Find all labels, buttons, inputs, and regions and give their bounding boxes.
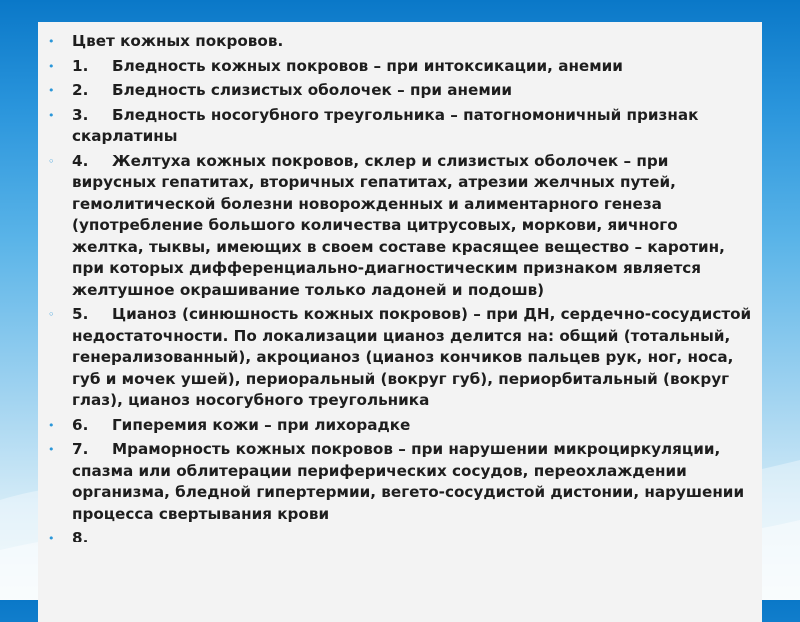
list-item — [48, 304, 752, 412]
item-number: 8. — [72, 529, 89, 542]
list-item — [48, 105, 752, 148]
item-number: 3. — [72, 105, 89, 124]
bullet-icon: • — [48, 532, 55, 542]
bullet-icon: • — [48, 418, 55, 432]
list-item — [48, 56, 752, 78]
item-number: 4. — [72, 151, 89, 170]
heading-text: Цвет кожных покровов. — [72, 32, 284, 50]
bullet-list — [48, 31, 752, 542]
bullet-icon: ◦ — [48, 308, 55, 321]
list-item — [48, 415, 752, 437]
item-text: Бледность носогубного треугольника – патогномоничный признак скарлатины — [72, 105, 699, 145]
item-number: 6. — [72, 415, 89, 434]
item-number: 5. — [72, 305, 89, 323]
bullet-icon: ◦ — [48, 154, 55, 168]
bullet-icon: • — [48, 59, 55, 73]
list-item — [48, 439, 752, 525]
bullet-icon: • — [48, 443, 55, 456]
list-item — [48, 528, 752, 542]
bullet-icon: • — [48, 108, 55, 122]
bullet-icon: • — [48, 35, 55, 48]
item-text: Цианоз (синюшность кожных покровов) – при ДН, сердечно-сосудистой недостаточности. По локализации цианоз делится на: общий (тотальный, генерализованный), акроцианоз (цианоз кончиков пальцев рук, ног, носа, губ и мочек ушей), периоральный (вокруг губ), периорбитальный (вокруг глаз), цианоз носогубного треугольника — [72, 305, 752, 409]
list-item-heading — [48, 31, 752, 53]
bullet-icon: • — [48, 84, 55, 97]
item-text: Гиперемия кожи – при лихорадке — [112, 415, 411, 434]
item-number: 1. — [72, 56, 89, 75]
list-item — [48, 80, 752, 102]
item-number: 2. — [72, 81, 89, 99]
item-number: 7. — [72, 440, 89, 458]
list-item — [48, 151, 752, 302]
content-panel — [38, 22, 762, 622]
item-text: Бледность слизистых оболочек – при анемии — [112, 81, 513, 99]
item-text: Мраморность кожных покровов – при нарушении микроциркуляции, спазма или облитерации периферических сосудов, переохлаждении организма, бледной гипертермии, вегето-сосудистой дистонии, нарушении процесса свертывания крови — [72, 440, 745, 523]
item-text: Желтуха кожных покровов, склер и слизистых оболочек – при вирусных гепатитах, вторичных гепатитах, атрезии желчных путей, гемолитической болезни новорожденных и алиментарного генеза (употребление большого количества цитрусовых, моркови, яичного желтка, тыквы, имеющих в своем составе красящее вещество – каротин, при которых дифференциально-диагностическим признаком является желтушное окрашивание только ладоней и подошв) — [72, 151, 725, 299]
item-text: Бледность кожных покровов – при интоксикации, анемии — [112, 56, 623, 75]
